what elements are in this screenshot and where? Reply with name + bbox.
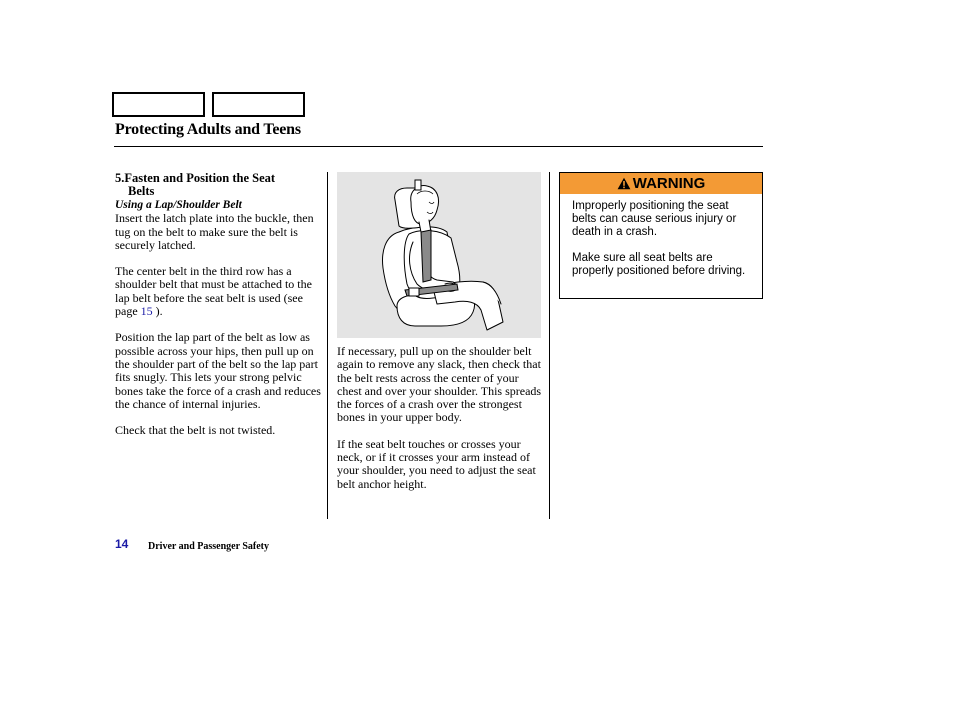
column-divider-left xyxy=(327,172,328,519)
section-name: Driver and Passenger Safety xyxy=(148,541,270,552)
step-number: 5. xyxy=(115,171,125,185)
warning-header xyxy=(560,173,762,194)
page-title: Protecting Adults and Teens xyxy=(115,121,301,138)
warning-heading: WARNING xyxy=(632,175,706,192)
step-title-line1: Fasten and Position the Seat xyxy=(124,171,276,185)
page-number: 14 xyxy=(115,537,129,551)
warning-body xyxy=(560,194,762,278)
warning-box xyxy=(559,172,763,299)
seat-belt-illustration xyxy=(337,172,541,338)
paragraph-shoulder-slack: If necessary, pull up on the shoulder belt again to remove any slack, then check that the belt rests across the center of your chest and over your shoulder. This spreads the forces of a crash over the strongest bones in your upper body. xyxy=(337,344,542,425)
title-divider xyxy=(114,146,763,147)
nav-button-next[interactable] xyxy=(212,92,305,117)
paragraph-center-belt xyxy=(115,265,321,318)
paragraph-anchor-height: If the seat belt touches or crosses your neck, or if it crosses your arm instead of your shoulder, you need to adjust the seat belt anchor height. xyxy=(337,436,536,491)
warning-text-injury: Improperly positioning the seat belts can cause serious injury or death in a crash. xyxy=(572,200,737,238)
paragraph-lap-position: Position the lap part of the belt as low as possible across your hips, then pull up on the shoulder part of the belt so the lap part fits snugly. This lets your strong pelvic bones take the force of a crash and reduces the chance of internal injuries. xyxy=(115,330,321,411)
paragraph-center-belt-end: ). xyxy=(152,304,163,319)
column-left xyxy=(115,172,321,450)
nav-button-previous[interactable] xyxy=(112,92,205,117)
step-title-line2: Belts xyxy=(128,184,155,198)
paragraph-latch: Insert the latch plate into the buckle, then tug on the belt to make sure the belt is securely latched. xyxy=(115,211,314,252)
page-link-15[interactable]: 15 xyxy=(140,304,153,319)
column-middle xyxy=(337,345,543,504)
paragraph-twisted: Check that the belt is not twisted. xyxy=(115,423,276,438)
paragraph-center-belt-text: The center belt in the third row has a shoulder belt that must be attached to the lap belt before the seat belt is used (see page xyxy=(115,264,312,319)
subheading: Using a Lap/Shoulder Belt xyxy=(115,199,242,211)
step-heading xyxy=(115,172,321,198)
warning-text-position: Make sure all seat belts are properly positioned before driving. xyxy=(572,252,746,277)
seated-person-drawing xyxy=(337,172,541,338)
warning-triangle-icon xyxy=(617,177,631,190)
column-divider-right xyxy=(549,172,550,519)
